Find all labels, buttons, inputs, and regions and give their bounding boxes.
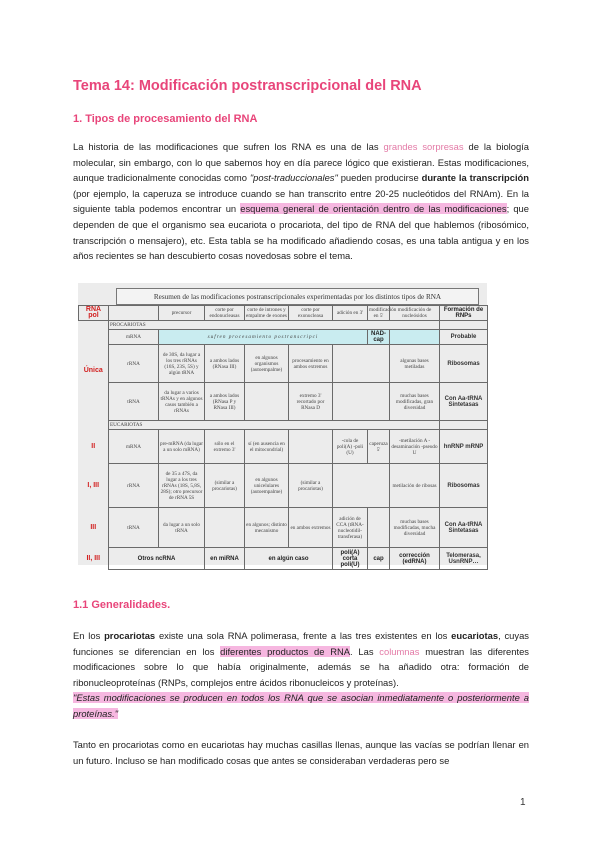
cell-cap: cap (368, 548, 390, 570)
text-run: . Las (350, 645, 380, 657)
quote-modificaciones: "Estas modificaciones se producen en todos los RNA que se asocian inmediatamente o posteriormente a proteínas." (73, 692, 529, 719)
rnp-telomerasa: Telomerasa, UsnRNP… (440, 548, 488, 570)
table-row (79, 508, 488, 548)
cell: metilación de ribosas (390, 464, 440, 508)
cell: caperuza 5' (368, 430, 390, 464)
cell: adición de CCA (tRNA-nucleotidil-transferasa) (333, 508, 368, 548)
text-run: de la biología molecular, sin embargo, con lo que sabemos hoy en día parece lógico que existieran. Estas modificaciones, aunque tradicionalmente conocidas como (73, 141, 529, 184)
text-run: En los (73, 630, 105, 641)
cell-correccion: corrección (edRNA) (390, 548, 440, 570)
row-label-trna: tRNA (109, 508, 159, 548)
side-label-ii-iii: II, III (86, 554, 101, 562)
section-heading-1: 1. Tipos de procesamiento del RNA (73, 113, 258, 125)
cell: -metilación A -desaminación -pseudo U (390, 430, 440, 464)
cell: -cola de poli(A) -poli (U) (333, 430, 368, 464)
cell: de 35 a 47S, da lugar a los tres rRNAs (18S, 5,8S, 28S); otro precursor de rRNA 5S (159, 464, 205, 508)
nad-cap-label: NAD-cap (368, 330, 390, 345)
text-run: existe una sola RNA polimerasa, frente a las tres existentes en los (155, 630, 452, 641)
cell: pre-mRNA (da lugar a un solo mRNA) (159, 430, 205, 464)
table-row-procariotas (79, 321, 488, 330)
rnp-sintetasas: Con Aa-tRNA Sintetasas (440, 383, 488, 421)
table-row (79, 330, 488, 345)
cell: a ambos lados (RNasa P y RNasa III) (205, 383, 245, 421)
cell: da lugar a varios tRNAs y en algunos casos también a rRNAs (159, 383, 205, 421)
highlight-productos-rna: diferentes productos de RNA (220, 645, 351, 657)
modifications-table (78, 305, 488, 570)
cell: en algunos unicelulares (autoempalme) (245, 464, 289, 508)
header-exonucleasa: corte por exonucleasa (289, 306, 333, 321)
header-modificacion-5: modificación en 5' (369, 307, 397, 319)
side-label-unica: Única (83, 366, 103, 374)
italic-post-traduccionales: "post-traduccionales" (249, 172, 338, 184)
header-adicion-3: adición en 3' (333, 306, 368, 321)
table-row (79, 430, 488, 464)
header-intrones: corte de intrones y empalme de exones (246, 307, 287, 319)
cell: procesamiento en ambos extremos (289, 345, 333, 383)
procesamiento-banner: sufren procesamiento postranscripci (159, 330, 368, 345)
modifications-table-image (78, 283, 487, 568)
bold-procariotas: procariotas (104, 630, 156, 641)
row-label-mrna: mRNA (109, 430, 159, 464)
text-run: muestran las diferentes modificaciones sobre lo que había originalmente, además se ha añadido otra: formación de ribonucleoproteínas (RNPs, complejos entre ácidos ribonucleicos y proteínas). (73, 645, 529, 688)
side-label-iii: III (90, 523, 97, 531)
cell: muchas bases modificadas, mucha diversidad (390, 508, 440, 548)
table-row (79, 464, 488, 508)
table-row-eucariotas (79, 421, 488, 430)
rnp-ribosomas-euk: Ribosomas (440, 464, 488, 508)
row-label-trna: tRNA (109, 383, 159, 421)
header-precursor: precursor (159, 306, 205, 321)
cell: en algunos; distinto mecanismo (245, 508, 289, 548)
text-run: , cuyas funciones se diferencian en los (73, 630, 529, 657)
group-procariotas: PROCARIOTAS (109, 321, 440, 330)
paragraph-intro (73, 139, 529, 264)
table-row-additions (79, 548, 488, 570)
cell-poli-a: poli(A) corta poli(U) (333, 548, 368, 570)
page-number: 1 (520, 797, 526, 808)
highlight-grandes-sorpresas: grandes sorpresas (383, 141, 464, 152)
row-label-rrna: rRNA (109, 464, 159, 508)
cell: sólo en el extremo 3' (205, 430, 245, 464)
rnp-probable: Probable (440, 330, 488, 345)
header-nucleosidos: modificación de nucleósidos (390, 306, 440, 321)
cell: (similar a procariotas) (289, 464, 333, 508)
bold-durante-transcripcion: durante la transcripción (421, 172, 529, 184)
text-run: (por ejemplo, la caperuza se introduce cuando se han transcrito entre 20-25 nucleótidos del RNAm). En la siguiente tabla podemos encontrar un (73, 187, 529, 215)
rnp-ribosomas: Ribosomas (440, 345, 488, 383)
table-row (79, 383, 488, 421)
table-caption: Resumen de las modificaciones postranscripcionales experimentadas por los distintos tipos de RNA (116, 288, 479, 305)
table-row (79, 345, 488, 383)
text-run: La historia de las modificaciones que sufren los RNA es una de las (73, 141, 384, 152)
cell: a ambos lados (RNasa III) (205, 345, 245, 383)
header-rnps: Formación de RNPs (440, 306, 488, 321)
side-label-ii: II (91, 442, 96, 450)
cell: da lugar a un solo tRNA (159, 508, 205, 548)
row-label-mrna: mRNA (109, 330, 159, 345)
cell: (similar a procariotas) (205, 464, 245, 508)
header-endonucleasas: corte por endonucleasas (205, 306, 245, 321)
highlight-esquema-general: esquema general de orientación dentro de las modificaciones (240, 203, 507, 215)
page-title: Tema 14: Modificación postranscripcional del RNA (73, 78, 422, 94)
cell: sí (en ausencia en el mitocondrial) (245, 430, 289, 464)
cell: muchas bases modificadas, gran diversidad (390, 383, 440, 421)
cell: en algunos organismos (autoempalme) (245, 345, 289, 383)
cell-algun-caso: en algún caso (245, 548, 333, 570)
text-run: pueden producirse (337, 172, 422, 184)
paragraph-generalidades (73, 628, 529, 722)
cell: algunas bases metiladas (390, 345, 440, 383)
bold-eucariotas: eucariotas (451, 630, 499, 641)
highlight-columnas: columnas (379, 645, 420, 657)
row-label-rrna: rRNA (109, 345, 159, 383)
cell-otros-ncrna: Otros ncRNA (109, 548, 205, 570)
table-header-row (79, 306, 488, 321)
section-heading-1-1: 1.1 Generalidades. (73, 599, 171, 611)
cell: de 30S, da lugar a los tres rRNAs (16S, 23S, 5S) y algún tRNA (159, 345, 205, 383)
rnp-sintetasas-euk: Con Aa-tRNA Sintetasas (440, 508, 488, 548)
group-eucariotas: EUCARIOTAS (109, 421, 440, 430)
text-run: ; que dependen de que el organismo sea eucariota o procariota, del tipo de RNA del que hablemos (ribosómico, transcripción o mensajero), etc. Esta tabla se ha modificado añadiendo cosas, es una tabla antigua y en los años recientes se han descubierto cosas novedosas sobre el tema. (73, 203, 529, 262)
cell: extremo 3' recortado por RNasa D (289, 383, 333, 421)
side-label-i-iii: I, III (87, 481, 100, 489)
rnp-hnrnp: hnRNP mRNP (440, 430, 488, 464)
cell: en ambos extremos (289, 508, 333, 548)
paragraph-procariotas-eucariotas: Tanto en procariotas como en eucariotas hay muchas casillas llenas, aunque las vacías se podrían llenar en un futuro. Incluso se han modificado cosas que antes se consideraban verdaderas pero se (73, 739, 529, 766)
side-label-rna-pol: RNA pol (79, 306, 109, 321)
cell-mirna: en miRNA (205, 548, 245, 570)
